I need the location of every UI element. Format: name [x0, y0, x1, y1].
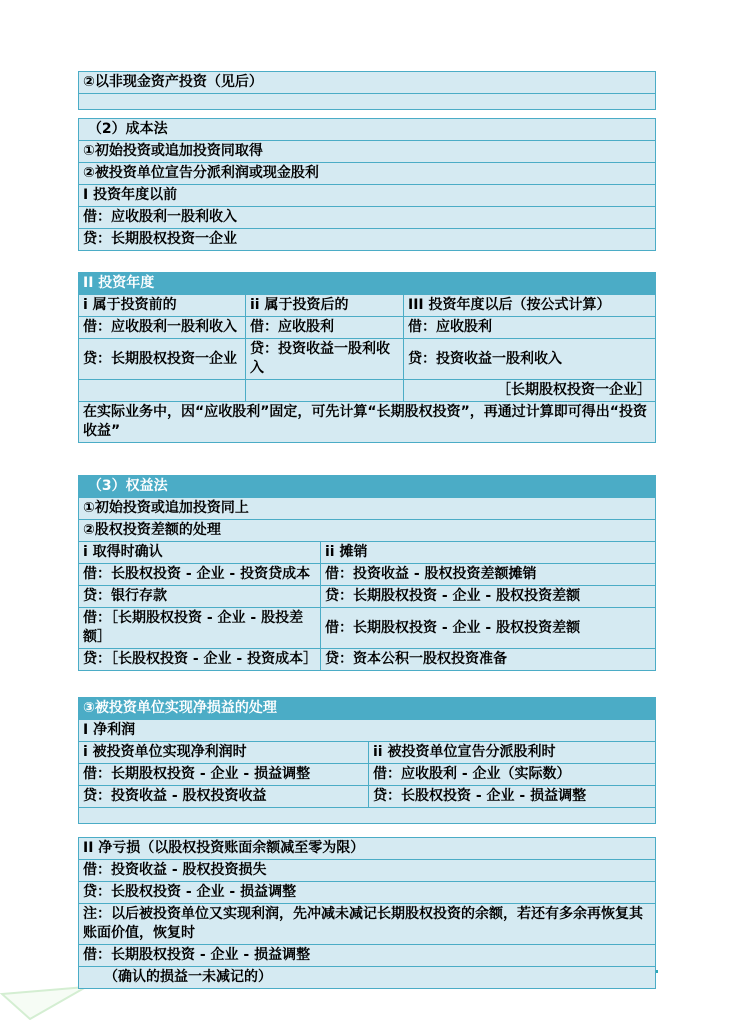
table-cell: 借：［长期股权投资 - 企业 - 股投差额］ [79, 608, 321, 649]
table-cell: 借：应收股利 [404, 317, 656, 339]
table-row [79, 904, 656, 945]
table-cell: 借：长期股权投资 - 企业 - 损益调整 [79, 945, 656, 967]
table-cell [79, 380, 246, 402]
table-cell: 贷：长股权投资 - 企业 - 损益调整 [369, 786, 656, 808]
table-cell: ii 被投资单位宣告分派股利时 [369, 742, 656, 764]
table-row [79, 882, 656, 904]
table-cell: 贷：投资收益一股利收入 [404, 339, 656, 380]
table-row [79, 967, 656, 989]
table-row [79, 163, 656, 185]
table-cell: ［长期股权投资一企业］ [404, 380, 656, 402]
table-row [79, 808, 656, 824]
table-row [79, 838, 656, 860]
table-cell [79, 808, 656, 824]
table-row [79, 72, 656, 94]
table-cell: 贷：投资收益 - 股权投资收益 [79, 786, 369, 808]
table-row [79, 608, 656, 649]
table-row [79, 402, 656, 443]
table-row [79, 860, 656, 882]
table-cell: 借：长股权投资 - 企业 - 投资贷成本 [79, 564, 321, 586]
table-cell: （2）成本法 [79, 119, 656, 141]
table-cell: 贷：长股权投资 - 企业 - 损益调整 [79, 882, 656, 904]
table-cell: 借：应收股利一股利收入 [79, 207, 656, 229]
table-header-cell: II 投资年度 [79, 273, 656, 295]
table-cell: （确认的损益一未减记的） [79, 967, 656, 989]
table-cell: 贷：［长股权投资 - 企业 - 投资成本］ [79, 649, 321, 671]
table-cell: ii 属于投资后的 [246, 295, 404, 317]
table-row [79, 542, 656, 564]
table-row [79, 380, 656, 402]
table-cell: 在实际业务中，因“应收股利”固定，可先计算“长期股权投资”，再通过计算即可得出“投资收益” [79, 402, 656, 443]
table-cell: 借：长期股权投资 - 企业 - 股权投资差额 [321, 608, 656, 649]
tables-area [78, 71, 655, 989]
table-row [79, 742, 656, 764]
table-cell: 借：应收股利 [246, 317, 404, 339]
table-row [79, 141, 656, 163]
table-cell: ii 摊销 [321, 542, 656, 564]
table-row [79, 498, 656, 520]
table-row [79, 273, 656, 295]
table-row [79, 185, 656, 207]
table-cell: 借：长期股权投资 - 企业 - 损益调整 [79, 764, 369, 786]
table-row [79, 317, 656, 339]
table-cell: ①初始投资或追加投资同上 [79, 498, 656, 520]
table-cell: I 净利润 [79, 720, 656, 742]
table-row [79, 94, 656, 110]
table-cell: ②股权投资差额的处理 [79, 520, 656, 542]
table-cell: ②以非现金资产投资（见后） [79, 72, 656, 94]
table-cell: 贷：银行存款 [79, 586, 321, 608]
table-row [79, 720, 656, 742]
table-cell: I 投资年度以前 [79, 185, 656, 207]
table-row [79, 229, 656, 251]
table-cell: 借：应收股利 - 企业（实际数） [369, 764, 656, 786]
table-net-loss [78, 837, 656, 989]
table-row [79, 339, 656, 380]
table-row [79, 207, 656, 229]
table-cost-method [78, 118, 656, 251]
table-net-profit-loss [78, 697, 656, 824]
table-cell [79, 94, 656, 110]
table-row [79, 476, 656, 498]
table-cell: 借：投资收益 - 股权投资差额摊销 [321, 564, 656, 586]
table-cell: 借：投资收益 - 股权投资损失 [79, 860, 656, 882]
table-row [79, 945, 656, 967]
table-cell: 贷：投资收益一股利收入 [246, 339, 404, 380]
table-cell: 贷：资本公积一股权投资准备 [321, 649, 656, 671]
table-cell: II 净亏损（以股权投资账面余额减至零为限） [79, 838, 656, 860]
table-row [79, 649, 656, 671]
table-cell: ①初始投资或追加投资同取得 [79, 141, 656, 163]
table-cell: ②被投资单位宣告分派利润或现金股利 [79, 163, 656, 185]
table-cell: 注：以后被投资单位又实现利润，先冲减未减记长期股权投资的余额，若还有多余再恢复其账面价值，恢复时 [79, 904, 656, 945]
table-cell: III 投资年度以后（按公式计算） [404, 295, 656, 317]
table-row [79, 564, 656, 586]
table-cell: 贷：长期股权投资一企业 [79, 339, 246, 380]
table-row [79, 520, 656, 542]
table-header-cell: （3）权益法 [79, 476, 656, 498]
table-cell: i 属于投资前的 [79, 295, 246, 317]
table-row [79, 764, 656, 786]
table-cell: 借：应收股利一股利收入 [79, 317, 246, 339]
table-cell [246, 380, 404, 402]
table-cell: 贷：长期股权投资 - 企业 - 股权投资差额 [321, 586, 656, 608]
corner-leaf-decoration [0, 984, 90, 1020]
table-investment-year [78, 272, 656, 443]
table-cell: i 被投资单位实现净利润时 [79, 742, 369, 764]
table-row [79, 586, 656, 608]
table-cell: i 取得时确认 [79, 542, 321, 564]
table-cell: 贷：长期股权投资一企业 [79, 229, 656, 251]
table-row [79, 698, 656, 720]
table-header-cell: ③被投资单位实现净损益的处理 [79, 698, 656, 720]
table-non-cash [78, 71, 656, 110]
table-row [79, 786, 656, 808]
table-row [79, 295, 656, 317]
table-equity-method [78, 475, 656, 671]
table-row [79, 119, 656, 141]
